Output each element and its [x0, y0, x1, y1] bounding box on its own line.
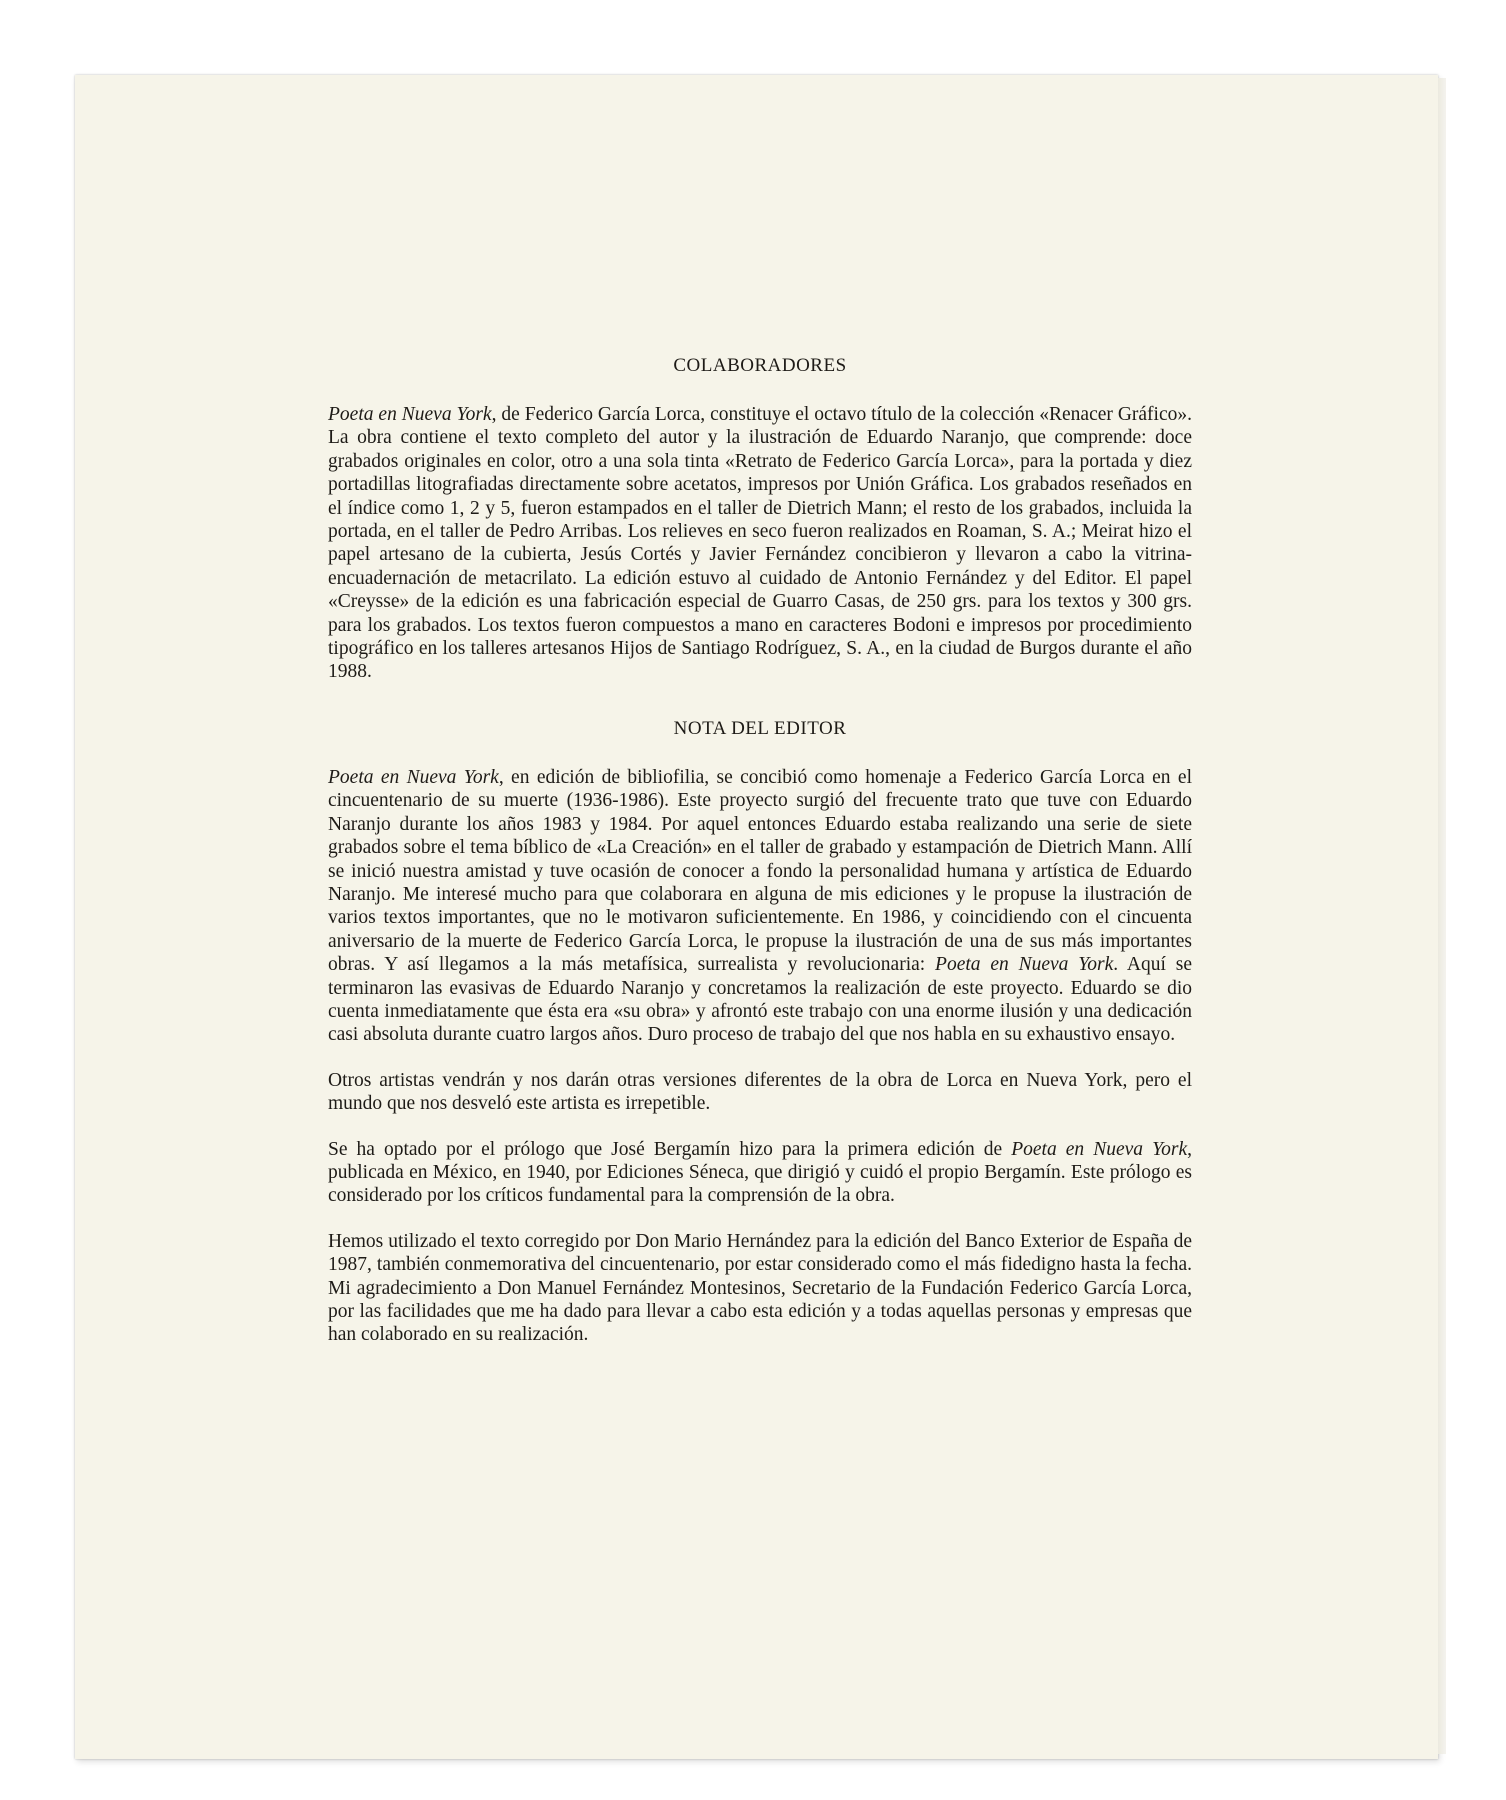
book-title: Poeta en Nueva York — [328, 766, 499, 788]
nota-paragraph-2: Otros artistas vendrán y nos darán otras versiones diferentes de la obra de Lorca en Nueva York, pero el mundo que nos desveló este artista es irrepetible. — [328, 1069, 1192, 1115]
nota-text: , en edición de bibliofilia, se concibió como homenaje a Federico García Lorca en el cincuentenario de su muerte (1936-1986). Este proyecto surgió del frecuente trato que tuve con Eduardo Naranjo durante los años 1983 y 1984. Por aquel entonces Eduardo estaba realizando una serie de siete grabados sobre el tema bíblico de «La Creación» en el taller de grabado y estampación de Dietrich Mann. Allí se inició nuestra amistad y tuve ocasión de conocer a fondo la personalidad humana y artística de Eduardo Naranjo. Me interesé mucho para que colaborara en alguna de mis ediciones y le propuse la ilustración de varios textos importantes, que no le motivaron suficientemente. En 1986, y coincidiendo con el cincuenta aniversario de la muerte de Federico García Lorca, le propuse la ilustración de una de sus más importantes obras. Y así llegamos a la más metafísica, surrealista y revolucionaria: — [328, 766, 1192, 976]
colaboradores-paragraph — [328, 403, 1192, 684]
book-title: Poeta en Nueva York — [328, 404, 492, 425]
colaboradores-text: , de Federico García Lorca, constituye el octavo título de la colección «Renacer Gráfico». La obra contiene el texto completo del autor y la ilustración de Eduardo Naranjo, que comprende: doce grabados originales en color, otro a una sola tinta «Retrato de Federico García Lorca», para la portada y diez portadillas litografiadas directamente sobre acetatos, impresos por Unión Gráfica. Los grabados reseñados en el índice como 1, 2 y 5, fueron estampados en el taller de Dietrich Mann; el resto de los grabados, incluida la portada, en el taller de Pedro Arribas. Los relieves en seco fueron realizados en Roaman, S. A.; Meirat hizo el papel artesano de la cubierta, Jesús Cortés y Javier Fernández concibieron y llevaron a cabo la vitrina-encuadernación de metacrilato. La edición estuvo al cuidado de Antonio Fernández y del Editor. El papel «Creysse» de la edición es una fabricación especial de Guarro Casas, de 250 grs. para los textos y 300 grs. para los grabados. Los textos fueron compuestos a mano en caracteres Bodoni e impresos por procedimiento tipográfico en los talleres artesanos Hijos de Santiago Rodríguez, S. A., en la ciudad de Burgos durante el año 1988. — [328, 404, 1192, 683]
nota-text: , publicada en México, en 1940, por Ediciones Séneca, que dirigió y cuidó el propio Bergamín. Este prólogo es considerado por los críticos fundamental para la comprensión de la obra. — [328, 1138, 1192, 1207]
nota-paragraph-4: Hemos utilizado el texto corregido por Don Mario Hernández para la edición del Banco Exterior de España de 1987, también conmemorativa del cincuentenario, por estar considerado como el más fidedigno hasta la fecha. Mi agradecimiento a Don Manuel Fernández Montesinos, Secretario de la Fundación Federico García Lorca, por las facilidades que me ha dado para llevar a cabo esta edición y a todas aquellas personas y empresas que han colaborado en su realización. — [328, 1230, 1192, 1346]
nota-text: . Aquí se terminaron las evasivas de Eduardo Naranjo y concretamos la realización de este proyecto. Eduardo se dio cuenta inmediatamente que ésta era «su obra» y afrontó este trabajo con una enorme ilusión y una dedicación casi absoluta durante cuatro largos años. Duro proceso de trabajo del que nos habla en su exhaustivo ensayo. — [328, 954, 1193, 1046]
book-title: Poeta en Nueva York — [1011, 1138, 1188, 1160]
book-title: Poeta en Nueva York — [935, 954, 1114, 976]
nota-heading: NOTA DEL EDITOR — [673, 717, 847, 739]
nota-paragraph-3 — [328, 1138, 1192, 1208]
colaboradores-heading: COLABORADORES — [673, 355, 847, 376]
paper-sheet — [75, 75, 1438, 1759]
nota-paragraph-1 — [328, 766, 1192, 1047]
nota-text: Se ha optado por el prólogo que José Bergamín hizo para la primera edición de — [328, 1138, 1012, 1160]
text-block — [328, 355, 1192, 1369]
